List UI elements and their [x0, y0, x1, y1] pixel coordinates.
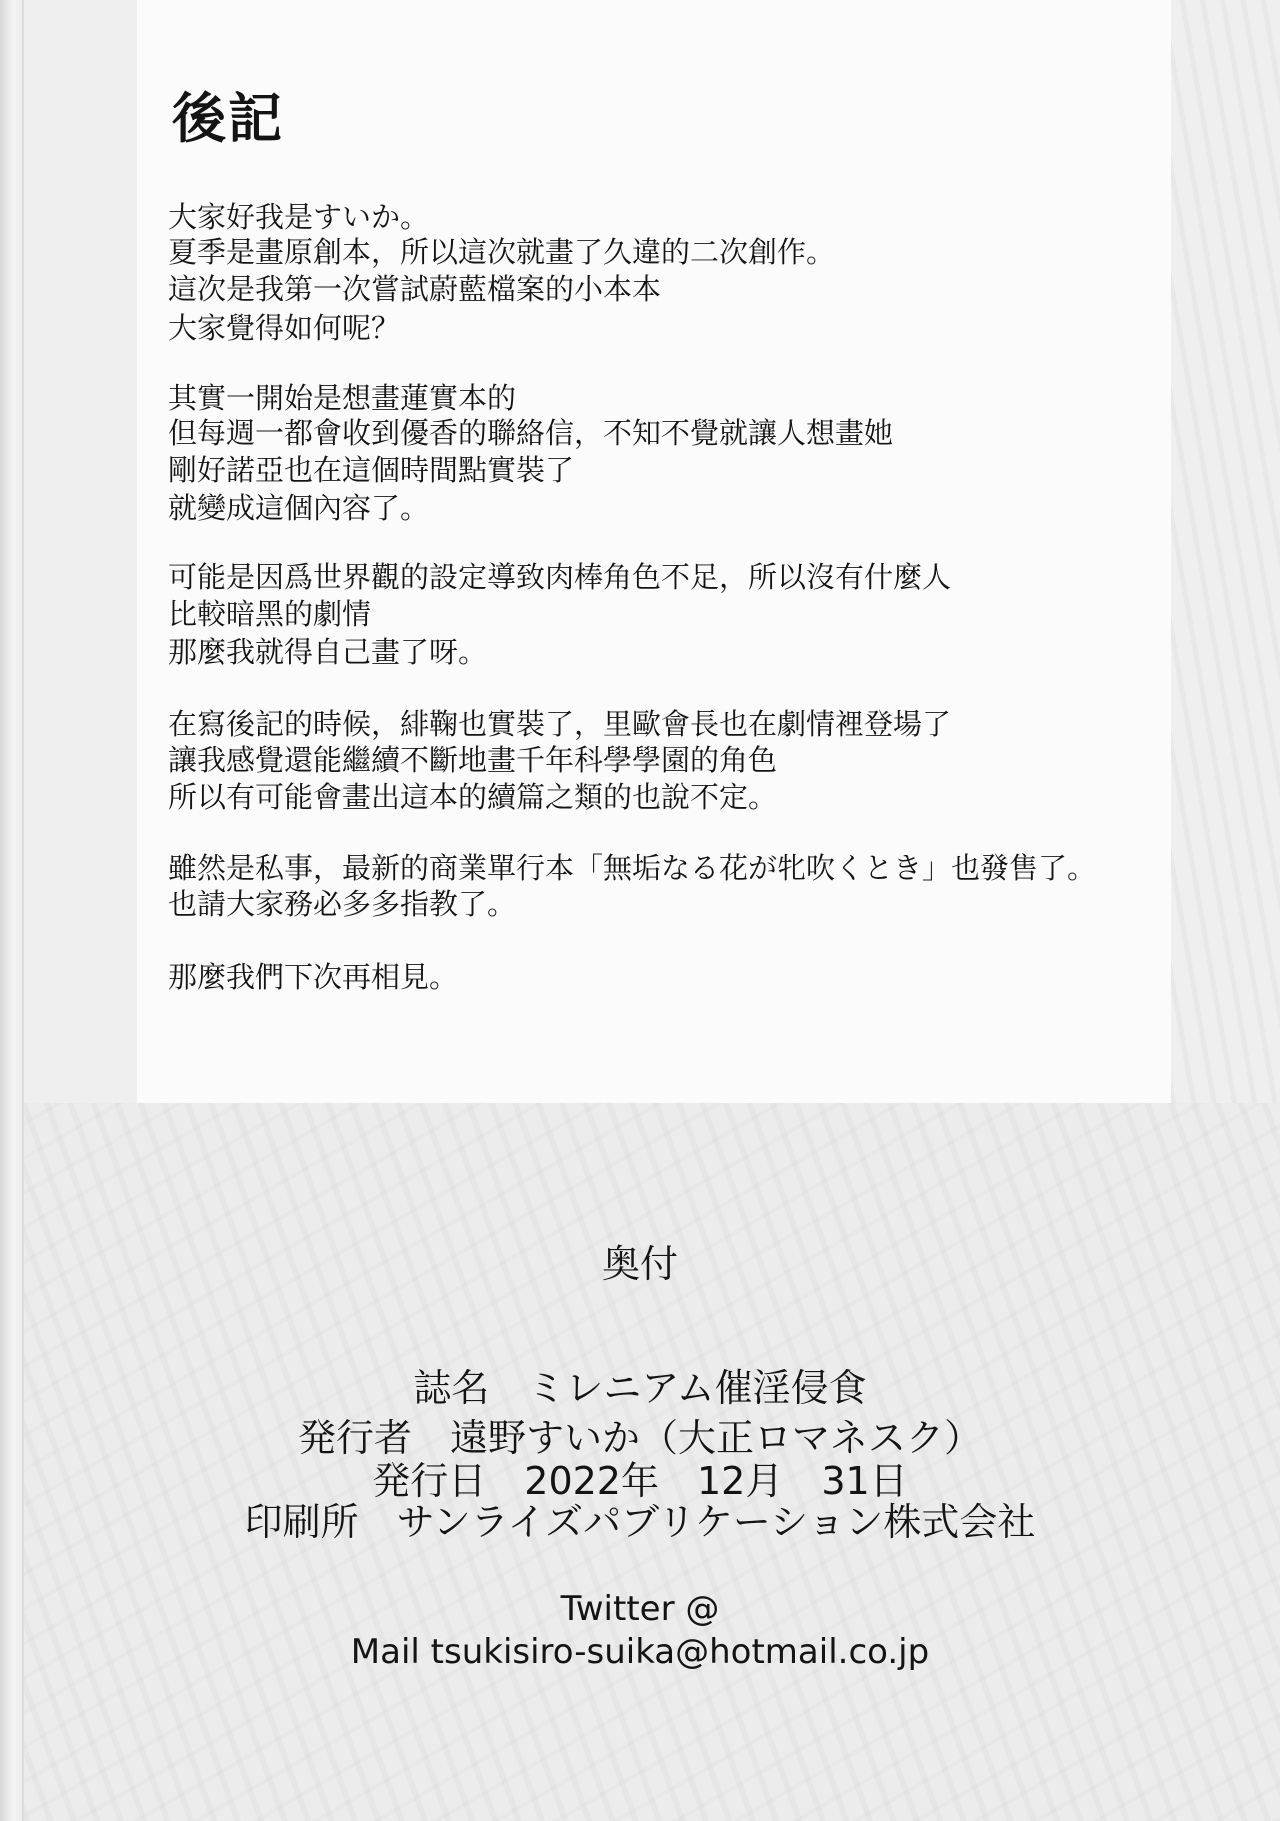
- colophon-date: 発行日 2022年 12月 31日: [372, 1459, 908, 1503]
- afterword-line: 其實一開始是想畫蓮實本的: [168, 381, 517, 415]
- afterword-line: 這次是我第一次嘗試蔚藍檔案的小本本: [168, 272, 662, 306]
- afterword-line: 剛好諾亞也在這個時間點實裝了: [168, 453, 575, 487]
- colophon-mail: Mail tsukisiro-suika@hotmail.co.jp: [350, 1632, 930, 1672]
- afterword-line: 就變成這個內容了。: [168, 491, 430, 525]
- afterword-line: 大家覺得如何呢？: [168, 311, 401, 345]
- afterword-line: 所以有可能會畫出這本的續篇之類的也說不定。: [168, 780, 778, 814]
- page-binding-edge: [0, 0, 22, 1821]
- afterword-title: 後記: [172, 87, 284, 150]
- colophon-title: 奥付: [601, 1242, 678, 1286]
- afterword-panel: [137, 0, 1171, 1103]
- colophon-twitter: Twitter @: [560, 1589, 720, 1629]
- background-art-right: [1171, 0, 1280, 1103]
- afterword-line: 比較暗黑的劇情: [168, 597, 372, 631]
- afterword-line: 在寫後記的時候，緋鞠也實裝了，里歐會長也在劇情裡登場了: [168, 707, 952, 741]
- afterword-line: 夏季是畫原創本，所以這次就畫了久違的二次創作。: [168, 235, 836, 269]
- afterword-line: 讓我感覺還能繼續不斷地畫千年科學學園的角色: [168, 743, 778, 777]
- afterword-line: 也請大家務必多多指教了。: [168, 887, 517, 921]
- colophon-publisher: 発行者 遠野すいか（大正ロマネスク）: [297, 1416, 982, 1460]
- afterword-line: 大家好我是すいか。: [168, 200, 430, 234]
- colophon-printer: 印刷所 サンライズパブリケーション株式会社: [244, 1500, 1036, 1544]
- afterword-line: 但每週一都會收到優香的聯絡信，不知不覺就讓人想畫她: [168, 416, 894, 450]
- afterword-line: 可能是因爲世界觀的設定導致肉棒角色不足，所以沒有什麼人: [168, 560, 952, 594]
- afterword-line: 那麼我們下次再相見。: [168, 960, 459, 994]
- colophon-book-title: 誌名 ミレニアム催淫侵食: [413, 1366, 867, 1410]
- afterword-line: 那麼我就得自己畫了呀。: [168, 635, 488, 669]
- afterword-line: 雖然是私事，最新的商業單行本「無垢なる花が牝吹くとき」也發售了。: [168, 851, 1097, 885]
